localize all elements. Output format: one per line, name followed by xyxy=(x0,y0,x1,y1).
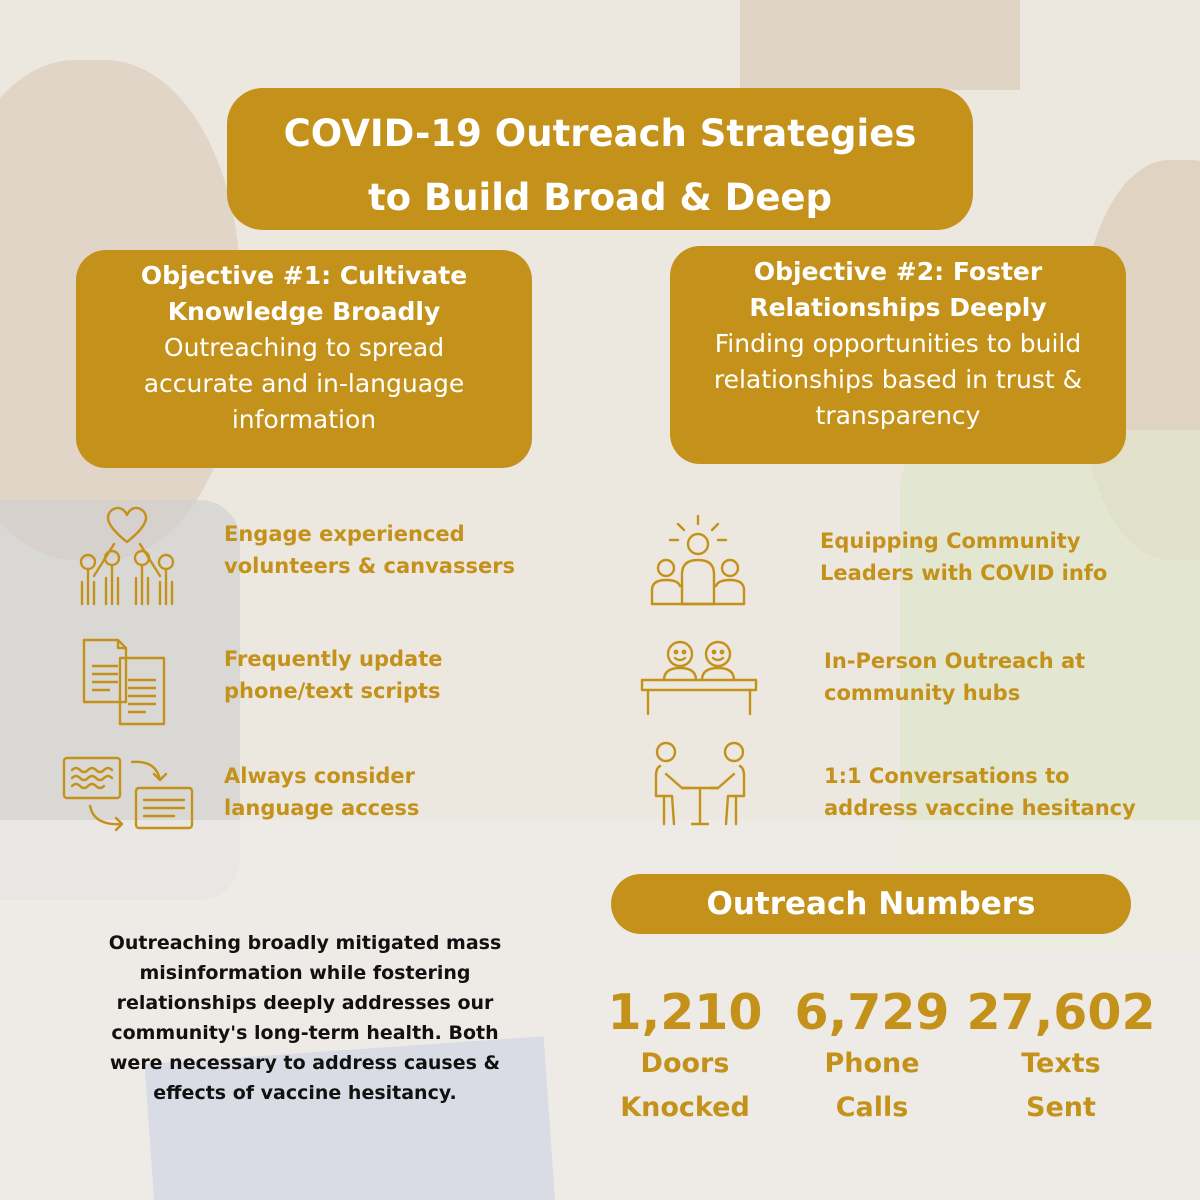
title-line-1: COVID-19 Outreach Strategies xyxy=(283,112,917,155)
outreach-numbers-title: Outreach Numbers xyxy=(706,886,1036,922)
documents-icon xyxy=(80,636,170,728)
objective-2-desc-line-3: transparency xyxy=(815,401,981,430)
stat-calls-label-2: Calls xyxy=(835,1092,909,1123)
objective-2-desc-line-2: relationships based in trust & xyxy=(713,365,1083,394)
bg-painting xyxy=(740,0,1020,90)
right-item-1-text: Equipping Community Leaders with COVID info xyxy=(820,529,1108,585)
stat-doors xyxy=(600,984,770,1130)
stat-texts-label-1: Texts xyxy=(1021,1048,1101,1079)
stat-doors-value: 1,210 xyxy=(607,984,763,1041)
conversation-icon xyxy=(652,740,748,828)
stat-calls-value: 6,729 xyxy=(794,984,950,1041)
title-line-2: to Build Broad & Deep xyxy=(368,176,832,219)
stat-doors-label-2: Knocked xyxy=(620,1092,750,1123)
objective-2-heading-line-2: Relationships Deeply xyxy=(749,293,1047,322)
stat-calls-label-1: Phone xyxy=(824,1048,920,1079)
objective-2-heading-line-1: Objective #2: Foster xyxy=(753,257,1043,286)
stat-texts-value: 27,602 xyxy=(966,984,1156,1041)
objective-2-desc-line-1: Finding opportunities to build xyxy=(714,329,1082,358)
left-item-2-text: Frequently update phone/text scripts xyxy=(224,647,443,703)
stat-doors-label-1: Doors xyxy=(640,1048,730,1079)
community-leaders-icon xyxy=(646,512,750,608)
title-banner xyxy=(227,88,973,230)
objective-1-card xyxy=(76,250,532,468)
stat-calls xyxy=(790,984,954,1130)
stat-texts xyxy=(966,984,1156,1130)
translation-icon xyxy=(60,752,196,834)
objective-1-desc-line-1: Outreaching to spread xyxy=(163,333,445,362)
objective-2-card xyxy=(670,246,1126,464)
outreach-numbers-banner xyxy=(611,874,1131,934)
left-item-3-text: Always consider language access xyxy=(224,764,420,820)
stat-texts-label-2: Sent xyxy=(1026,1092,1096,1123)
objective-1-desc-line-2: accurate and in-language xyxy=(143,369,465,398)
right-item-3-text: 1:1 Conversations to address vaccine hesitancy xyxy=(824,764,1136,820)
right-item-2-text: In-Person Outreach at community hubs xyxy=(824,649,1086,705)
objective-1-heading-line-1: Objective #1: Cultivate xyxy=(140,261,468,290)
objective-1-desc-line-3: information xyxy=(231,405,377,434)
left-item-1-text: Engage experienced volunteers & canvassers xyxy=(224,522,516,578)
summary-paragraph: Outreaching broadly mitigated mass misinformation while fostering relationships deeply addresses our community's long-term health. Both were necessary to address causes & effects of vaccine hesitancy. xyxy=(108,932,502,1104)
outreach-table-icon xyxy=(638,636,760,718)
volunteers-heart-icon xyxy=(72,504,182,608)
objective-1-heading-line-2: Knowledge Broadly xyxy=(167,297,441,326)
